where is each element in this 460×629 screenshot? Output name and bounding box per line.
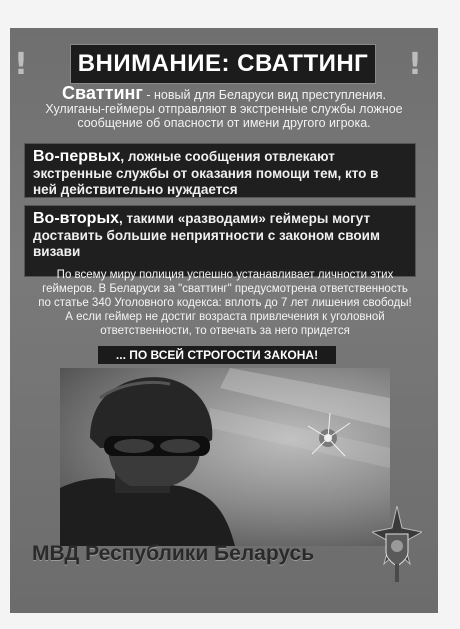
- strict-text: ... ПО ВСЕЙ СТРОГОСТИ ЗАКОНА!: [115, 348, 319, 362]
- strict-banner: [98, 346, 336, 364]
- exclamation-icon: !: [14, 47, 28, 82]
- body-line-5: ответственности, то отвечать за него придется: [100, 325, 350, 337]
- poster-title: ВНИМАНИЕ: СВАТТИНГ: [77, 50, 369, 77]
- point-two-box: [24, 205, 416, 277]
- intro-line-3: сообщение об опасности от имени другого игрока.: [77, 116, 371, 130]
- body-line-4: А если геймер не достиг возраста привлечения к уголовной: [65, 311, 385, 323]
- point-one-line-1: , ложные сообщения отвлекают: [120, 149, 335, 164]
- body-line-2: геймеров. В Беларуси за "сваттинг" предусмотрена ответственность: [42, 283, 408, 295]
- point-two-line-1: , такими «разводами» геймеры могут: [119, 211, 371, 226]
- point-one-line-2: экстренные службы от оказания помощи тем, кто в: [33, 165, 379, 181]
- intro-term: Сваттинг: [62, 83, 143, 103]
- intro-text: [24, 83, 424, 130]
- point-two-line-3: визави: [33, 244, 81, 259]
- body-line-1: По всему миру полиция успешно устанавливает личности этих: [56, 269, 394, 281]
- exclamation-icon: !: [408, 47, 422, 82]
- intro-line-1: - новый для Беларуси вид преступления.: [142, 88, 386, 102]
- intro-line-2: Хулиганы-геймеры отправляют в экстренные службы ложное: [45, 102, 403, 116]
- point-one-line-3: ней действительно нуждается: [33, 182, 238, 197]
- body-line-3: по статье 340 Уголовного кодекса: вплоть до 7 лет лишения свободы!: [38, 297, 412, 309]
- helmeted-officer-photo: [60, 368, 390, 546]
- point-one-lead: Во-первых: [33, 148, 121, 165]
- footer-ministry: МВД Республики Беларусь: [32, 542, 315, 565]
- poster-title-box: [70, 44, 376, 84]
- poster: [10, 28, 438, 613]
- point-two-lead: Во-вторых: [33, 210, 120, 227]
- point-two-line-2: доставить большие неприятности с законом своим: [33, 227, 380, 243]
- point-one-box: [24, 143, 416, 198]
- mvd-emblem-icon: [372, 506, 422, 584]
- body-text: [20, 268, 430, 338]
